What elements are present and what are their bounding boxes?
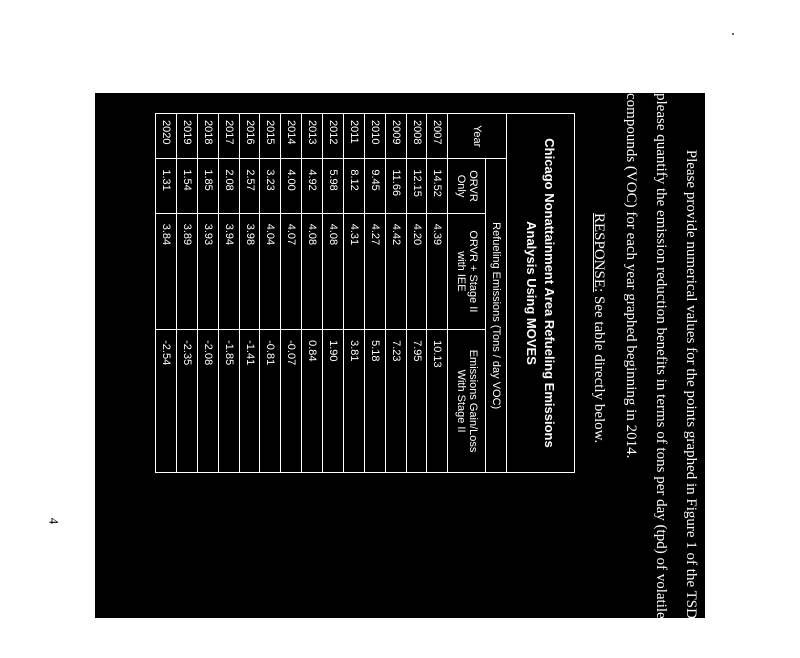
cell-gain: -2.54 (156, 330, 177, 473)
rotated-content (95, 81, 705, 658)
cell-gain: -2.35 (176, 330, 197, 473)
table-row (385, 114, 406, 473)
cell-gain: 3.81 (343, 330, 364, 473)
cell-gain: 5.18 (364, 330, 385, 473)
cell-orvr: 1.85 (197, 159, 218, 213)
table-row (427, 114, 448, 473)
cell-year: 2017 (218, 114, 239, 159)
cell-orvr: 11.66 (385, 159, 406, 213)
cell-gain: -1.85 (218, 330, 239, 473)
cell-stage2: 3.93 (197, 213, 218, 329)
table-title-line-1: Chicago Nonattainment Area Refueling Emissions (542, 138, 558, 448)
table-row (406, 114, 427, 473)
cell-year: 2016 (239, 114, 260, 159)
table-row (156, 114, 177, 473)
scan-speck (732, 33, 734, 35)
group-header-row (485, 114, 506, 473)
cell-orvr: 1.54 (176, 159, 197, 213)
question-line-1 (682, 81, 699, 658)
cell-year: 2013 (302, 114, 323, 159)
cell-stage2: 4.20 (406, 213, 427, 329)
table-title (506, 114, 574, 473)
table-row (176, 114, 197, 473)
response-label: RESPONSE: (591, 213, 607, 293)
cell-stage2: 3.89 (176, 213, 197, 329)
cell-gain: -0.07 (281, 330, 302, 473)
cell-year: 2007 (427, 114, 448, 159)
table-title-row (506, 114, 574, 473)
col-header-orvr-line-2: Only (454, 174, 467, 198)
response-text: See table directly below. (591, 292, 607, 444)
cell-orvr: 1.31 (156, 159, 177, 213)
cell-gain: -0.81 (260, 330, 281, 473)
cell-orvr: 4.00 (281, 159, 302, 213)
question-line-2: please quantify the emission reduction benefits in terms of tons per day (tpd) of volatile organ (653, 93, 669, 657)
question-number: 5. (683, 81, 699, 93)
table-row (281, 114, 302, 473)
cell-stage2: 3.98 (239, 213, 260, 329)
cell-orvr: 5.98 (323, 159, 344, 213)
cell-orvr: 8.12 (343, 159, 364, 213)
table-row (343, 114, 364, 473)
cell-year: 2020 (156, 114, 177, 159)
col-header-year: Year (448, 114, 506, 159)
cell-orvr: 9.45 (364, 159, 385, 213)
col-header-stage2-line-1: ORVR + Stage II (466, 230, 479, 313)
cell-stage2: 4.07 (281, 213, 302, 329)
cell-gain: -2.08 (197, 330, 218, 473)
cell-stage2: 3.94 (218, 213, 239, 329)
cell-stage2: 4.04 (260, 213, 281, 329)
cell-year: 2009 (385, 114, 406, 159)
table-row (260, 114, 281, 473)
cell-orvr: 3.23 (260, 159, 281, 213)
cell-gain: 7.23 (385, 330, 406, 473)
col-header-gain (448, 330, 486, 473)
col-header-gain-line-2: With Stage II (454, 369, 467, 433)
column-header-row (448, 114, 486, 473)
col-header-stage2 (448, 213, 486, 329)
cell-year: 2012 (323, 114, 344, 159)
cell-stage2: 4.39 (427, 213, 448, 329)
page-number: 4 (46, 517, 62, 525)
question-line-3: compounds (VOC) for each year graphed beginning in 2014. (623, 93, 639, 459)
cell-stage2: 4.27 (364, 213, 385, 329)
cell-stage2: 4.08 (323, 213, 344, 329)
cell-stage2: 4.31 (343, 213, 364, 329)
col-header-stage2-line-2: with IEE (454, 251, 467, 292)
cell-stage2: 3.84 (156, 213, 177, 329)
cell-year: 2019 (176, 114, 197, 159)
group-header: Refueling Emissions (Tons / day VOC) (485, 159, 506, 473)
cell-gain: 1.90 (323, 330, 344, 473)
cell-gain: 0.84 (302, 330, 323, 473)
cell-year: 2010 (364, 114, 385, 159)
table-row (302, 114, 323, 473)
cell-stage2: 4.08 (302, 213, 323, 329)
table-row (239, 114, 260, 473)
cell-year: 2018 (197, 114, 218, 159)
cell-gain: 7.95 (406, 330, 427, 473)
table-row (364, 114, 385, 473)
cell-gain: 10.13 (427, 330, 448, 473)
col-header-gain-line-1: Emissions Gain/Loss (466, 349, 479, 453)
cell-year: 2015 (260, 114, 281, 159)
cell-gain: -1.41 (239, 330, 260, 473)
cell-stage2: 4.42 (385, 213, 406, 329)
emissions-table (155, 113, 575, 473)
table-row (323, 114, 344, 473)
response-line (590, 213, 607, 443)
table-title-line-2: Analysis Using MOVES (524, 221, 540, 365)
cell-year: 2014 (281, 114, 302, 159)
cell-year: 2008 (406, 114, 427, 159)
table-row (218, 114, 239, 473)
cell-orvr: 12.15 (406, 159, 427, 213)
cell-orvr: 2.08 (218, 159, 239, 213)
table-row (197, 114, 218, 473)
col-header-orvr (448, 159, 486, 213)
cell-orvr: 4.92 (302, 159, 323, 213)
question-text-1: Please provide numerical values for the points graphed in Figure 1 of the TSD. Also, (683, 149, 699, 658)
cell-orvr: 2.57 (239, 159, 260, 213)
cell-year: 2011 (343, 114, 364, 159)
cell-orvr: 14.52 (427, 159, 448, 213)
col-header-orvr-line-1: ORVR (466, 170, 479, 202)
